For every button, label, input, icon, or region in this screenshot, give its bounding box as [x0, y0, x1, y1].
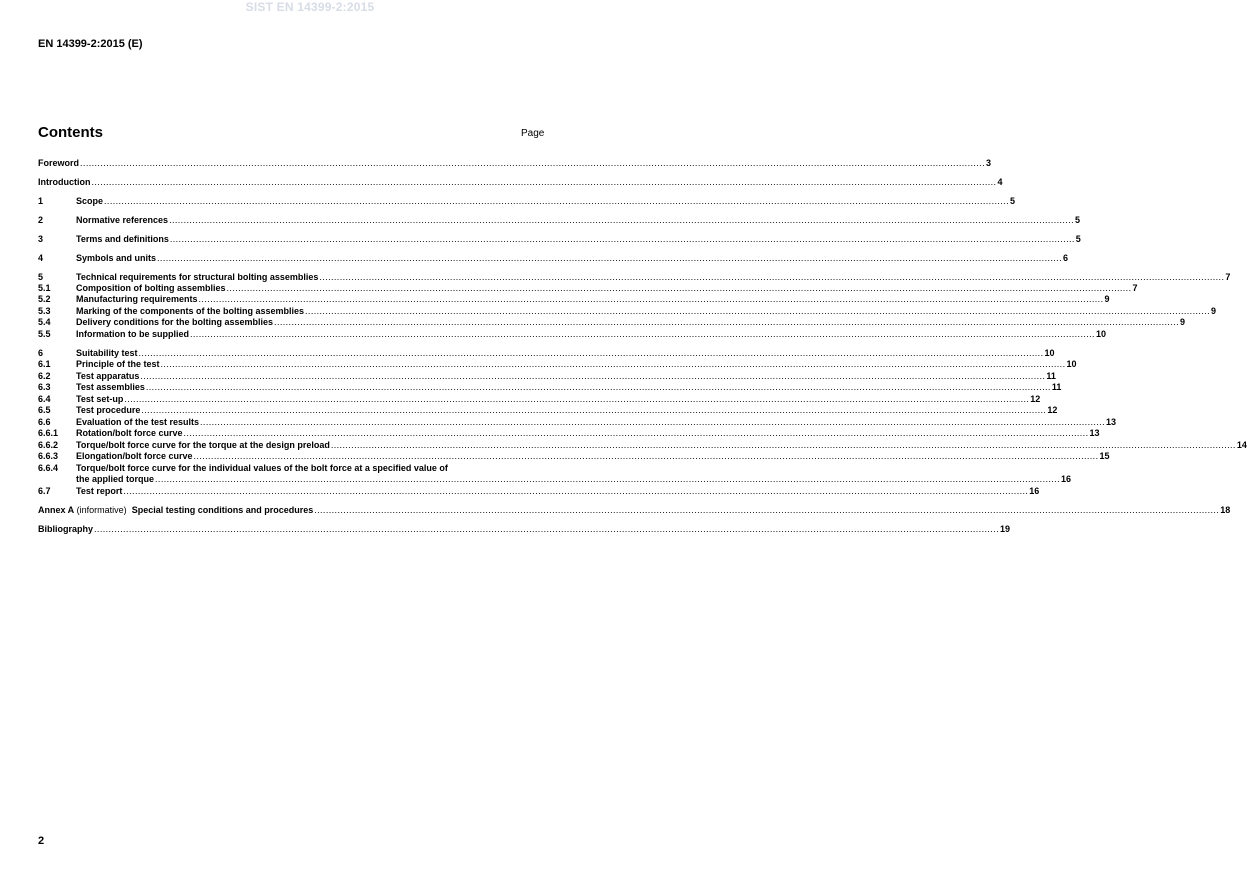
toc-title: Test assemblies	[76, 382, 145, 392]
toc-leader	[161, 359, 1066, 370]
toc-entry-6-5[interactable]	[38, 405, 1058, 416]
toc-page: 15	[1099, 451, 1110, 461]
toc-entry-6-4[interactable]	[38, 394, 1041, 405]
toc-number: 6.6.1	[38, 428, 59, 438]
toc-page: 10	[1044, 348, 1055, 358]
toc-number: 6.4	[38, 394, 51, 404]
toc-number: 5.4	[38, 317, 51, 327]
toc-leader	[80, 158, 985, 169]
toc-title: Technical requirements for structural bolting assemblies	[76, 272, 319, 282]
toc-entry-5-4[interactable]	[38, 317, 1186, 328]
toc-entry-6[interactable]	[38, 348, 1055, 359]
toc-number: 6.1	[38, 359, 51, 369]
toc-page: 9	[1210, 306, 1216, 316]
toc-page: 4	[997, 177, 1003, 187]
toc-entry-foreword[interactable]	[38, 158, 991, 169]
toc-number: 6.6	[38, 417, 51, 427]
annex-label: Annex A	[38, 505, 75, 515]
toc-page: 6	[1062, 253, 1068, 263]
toc-leader	[146, 382, 1051, 393]
toc-page: 7	[1132, 283, 1138, 293]
toc-number: 3	[38, 234, 44, 244]
toc-entry-6-6-3[interactable]	[38, 451, 1110, 462]
toc-entry-6-6-4[interactable]	[38, 463, 546, 474]
toc-page: 13	[1105, 417, 1116, 427]
toc-page: 9	[1180, 317, 1186, 327]
toc-entry-6-6[interactable]	[38, 417, 1116, 428]
toc-entry-6-7[interactable]	[38, 486, 1040, 497]
toc-entry-3[interactable]	[38, 234, 1081, 245]
toc-entry-annex-a[interactable]	[38, 505, 1231, 516]
toc-entry-6-2[interactable]	[38, 371, 1056, 382]
toc-title: Test set-up	[76, 394, 124, 404]
toc-page: 5	[1075, 234, 1081, 244]
toc-number: 6.7	[38, 486, 51, 496]
toc-leader	[94, 524, 999, 535]
toc-page: 18	[1220, 505, 1231, 515]
toc-entry-2[interactable]	[38, 215, 1081, 226]
toc-title: Composition of bolting assemblies	[76, 283, 226, 293]
toc-entry-6-6-2[interactable]	[38, 440, 1247, 451]
toc-entry-5-1[interactable]	[38, 283, 1138, 294]
toc-page: 13	[1089, 428, 1100, 438]
toc-entry-4[interactable]	[38, 253, 1068, 264]
toc-entry-1[interactable]	[38, 196, 1015, 207]
toc-leader	[305, 306, 1210, 317]
toc-number: 2	[38, 215, 44, 225]
toc-entry-bibliography[interactable]	[38, 524, 1010, 535]
toc-title: Introduction	[38, 177, 91, 187]
toc-leader	[274, 317, 1179, 328]
toc-number: 5	[38, 272, 44, 282]
toc-title: Torque/bolt force curve for the torque at the design preload	[76, 440, 330, 450]
toc-leader	[199, 294, 1104, 305]
toc-leader	[124, 394, 1029, 405]
toc-page: 10	[1095, 329, 1106, 339]
toc-page: 3	[985, 158, 991, 168]
toc-leader	[140, 371, 1045, 382]
toc-leader	[170, 234, 1075, 245]
toc-leader	[92, 177, 997, 188]
annex-type: (informative)	[74, 505, 127, 515]
toc-entry-introduction[interactable]	[38, 177, 1003, 188]
toc-leader	[169, 215, 1074, 226]
toc-number: 6	[38, 348, 44, 358]
toc-title: Rotation/bolt force curve	[76, 428, 183, 438]
toc-title: Delivery conditions for the bolting assemblies	[76, 317, 274, 327]
toc-entry-6-3[interactable]	[38, 382, 1062, 393]
toc-page: 14	[1236, 440, 1247, 450]
page-number: 2	[38, 835, 45, 847]
toc-number: 6.2	[38, 371, 51, 381]
toc-entry-5-5[interactable]	[38, 329, 1106, 340]
toc-number: 1	[38, 196, 44, 206]
toc-leader	[194, 451, 1099, 462]
toc-page: 9	[1104, 294, 1110, 304]
toc-number: 6.6.3	[38, 451, 59, 461]
toc-page: 16	[1029, 486, 1040, 496]
toc-page: 5	[1075, 215, 1081, 225]
annex-title: Special testing conditions and procedures	[126, 505, 314, 515]
toc-leader	[184, 428, 1089, 439]
toc-number: 5.2	[38, 294, 51, 304]
toc-leader	[157, 253, 1062, 264]
toc-leader	[139, 348, 1044, 359]
toc-title: Elongation/bolt force curve	[76, 451, 193, 461]
toc-number: 6.5	[38, 405, 51, 415]
toc-number: 6.6.4	[38, 463, 59, 473]
contents-title: Contents	[38, 124, 103, 141]
toc-page: 5	[1009, 196, 1015, 206]
toc-title: Information to be supplied	[76, 329, 189, 339]
toc-leader	[155, 474, 1060, 485]
toc-page: 19	[999, 524, 1010, 534]
toc-number: 6.6.2	[38, 440, 59, 450]
toc-title: Manufacturing requirements	[76, 294, 198, 304]
toc-title: Test apparatus	[76, 371, 140, 381]
toc-page: 12	[1030, 394, 1041, 404]
toc-entry-6-6-1[interactable]	[38, 428, 1100, 439]
toc-title: Bibliography	[38, 524, 94, 534]
toc-title: Test procedure	[76, 405, 141, 415]
toc-title: Suitability test	[76, 348, 138, 358]
toc-title: Evaluation of the test results	[76, 417, 200, 427]
toc-leader	[227, 283, 1132, 294]
toc-page: 12	[1047, 405, 1058, 415]
toc-title: Principle of the test	[76, 359, 160, 369]
toc-title: Scope	[76, 196, 104, 206]
toc-title	[38, 505, 313, 516]
toc-leader	[104, 196, 1009, 207]
toc-number: 5.3	[38, 306, 51, 316]
toc-title: Test report	[76, 486, 123, 496]
toc-leader	[331, 440, 1236, 451]
toc-leader	[319, 272, 1224, 283]
toc-number: 6.3	[38, 382, 51, 392]
toc-title: Torque/bolt force curve for the individual values of the bolt force at a specified value of	[76, 463, 448, 473]
toc-entry-6-1[interactable]	[38, 359, 1077, 370]
watermark: SIST EN 14399-2:2015	[245, 0, 375, 14]
toc-number: 4	[38, 253, 44, 263]
toc-number: 5.5	[38, 329, 51, 339]
toc-leader	[314, 505, 1219, 516]
toc-title: Foreword	[38, 158, 80, 168]
toc-title: Symbols and units	[76, 253, 157, 263]
toc-page: 10	[1066, 359, 1077, 369]
toc-entry-5-2[interactable]	[38, 294, 1110, 305]
toc-number: 5.1	[38, 283, 51, 293]
toc-leader	[200, 417, 1105, 428]
toc-entry-5[interactable]	[38, 272, 1231, 283]
page-column-label: Page	[521, 128, 545, 139]
document-id: EN 14399-2:2015 (E)	[38, 38, 143, 50]
toc-entry-5-3[interactable]	[38, 306, 1216, 317]
toc-title-continued: the applied torque	[76, 474, 155, 484]
toc-title: Terms and definitions	[76, 234, 169, 244]
toc-leader	[123, 486, 1028, 497]
toc-page: 11	[1051, 382, 1062, 392]
toc-title: Marking of the components of the bolting assemblies	[76, 306, 305, 316]
toc-entry-6-6-4-continued[interactable]	[76, 474, 1071, 485]
toc-leader	[190, 329, 1095, 340]
toc-page: 16	[1060, 474, 1071, 484]
toc-title: Normative references	[76, 215, 169, 225]
toc-page: 7	[1225, 272, 1231, 282]
toc-page: 11	[1046, 371, 1056, 381]
toc-leader	[141, 405, 1046, 416]
